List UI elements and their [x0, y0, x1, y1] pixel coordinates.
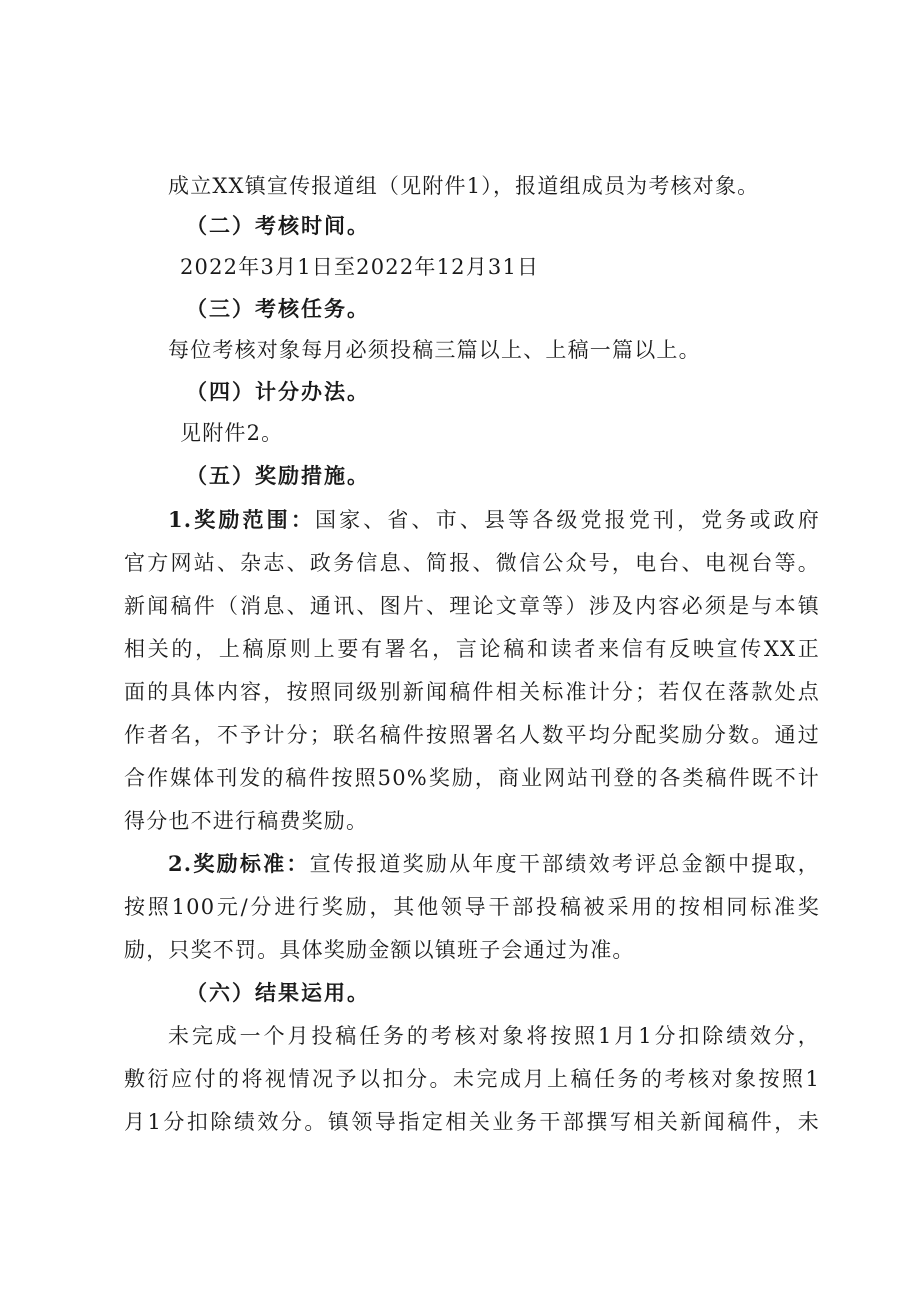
- reward-scope-text-1: 国家、省、市、县等各级党报党刊，党务或政府: [314, 508, 821, 532]
- heading-assessment-task: （三）考核任务。: [186, 296, 370, 321]
- reward-scope-line-5: 面的具体内容，按照同级别新闻稿件相关标准计分；若仅在落款处点: [124, 680, 820, 704]
- reward-standard-label: 2.奖励标准：: [168, 851, 310, 876]
- heading-result-application: （六）结果运用。: [186, 980, 370, 1005]
- result-line-3: 月1分扣除绩效分。镇领导指定相关业务干部撰写相关新闻稿件，未: [124, 1110, 820, 1134]
- reward-scope-line-1: [168, 505, 820, 535]
- heading-assessment-time: （二）考核时间。: [186, 213, 370, 238]
- reward-standard-line-1: [168, 849, 820, 879]
- heading-scoring-method: （四）计分办法。: [186, 379, 370, 404]
- paragraph-assessment-task: 每位考核对象每月必须投稿三篇以上、上稿一篇以上。: [168, 338, 701, 362]
- reward-scope-line-3: 新闻稿件（消息、通讯、图片、理论文章等）涉及内容必须是与本镇: [124, 594, 820, 618]
- paragraph-assessment-target: 成立XX镇宣传报道组（见附件1），报道组成员为考核对象。: [168, 174, 760, 198]
- reward-scope-label: 1.奖励范围：: [168, 507, 315, 532]
- heading-reward-measures: （五）奖励措施。: [186, 463, 370, 488]
- reward-scope-line-7: 合作媒体刊发的稿件按照50%奖励，商业网站刊登的各类稿件既不计: [124, 766, 820, 790]
- reward-scope-line-4: 相关的，上稿原则上要有署名，言论稿和读者来信有反映宣传XX正: [124, 637, 820, 661]
- result-line-2: 敷衍应付的将视情况予以扣分。未完成月上稿任务的考核对象按照1: [124, 1067, 820, 1091]
- reward-scope-line-6: 作者名，不予计分；联名稿件按照署名人数平均分配奖励分数。通过: [124, 723, 820, 747]
- reward-standard-text-1: 宣传报道奖励从年度干部绩效考评总金额中提取，: [309, 852, 820, 876]
- reward-standard-line-3: 励，只奖不罚。具体奖励金额以镇班子会通过为准。: [124, 938, 635, 962]
- reward-scope-line-8: 得分也不进行稿费奖励。: [124, 809, 369, 833]
- paragraph-scoring-method: 见附件2。: [180, 421, 284, 445]
- paragraph-assessment-time: 2022年3月1日至2022年12月31日: [180, 255, 540, 279]
- reward-standard-line-2: 按照100元/分进行奖励，其他领导干部投稿被采用的按相同标准奖: [124, 895, 820, 919]
- result-line-1: 未完成一个月投稿任务的考核对象将按照1月1分扣除绩效分，: [168, 1024, 820, 1048]
- reward-scope-line-2: 官方网站、杂志、政务信息、简报、微信公众号，电台、电视台等。: [124, 551, 820, 575]
